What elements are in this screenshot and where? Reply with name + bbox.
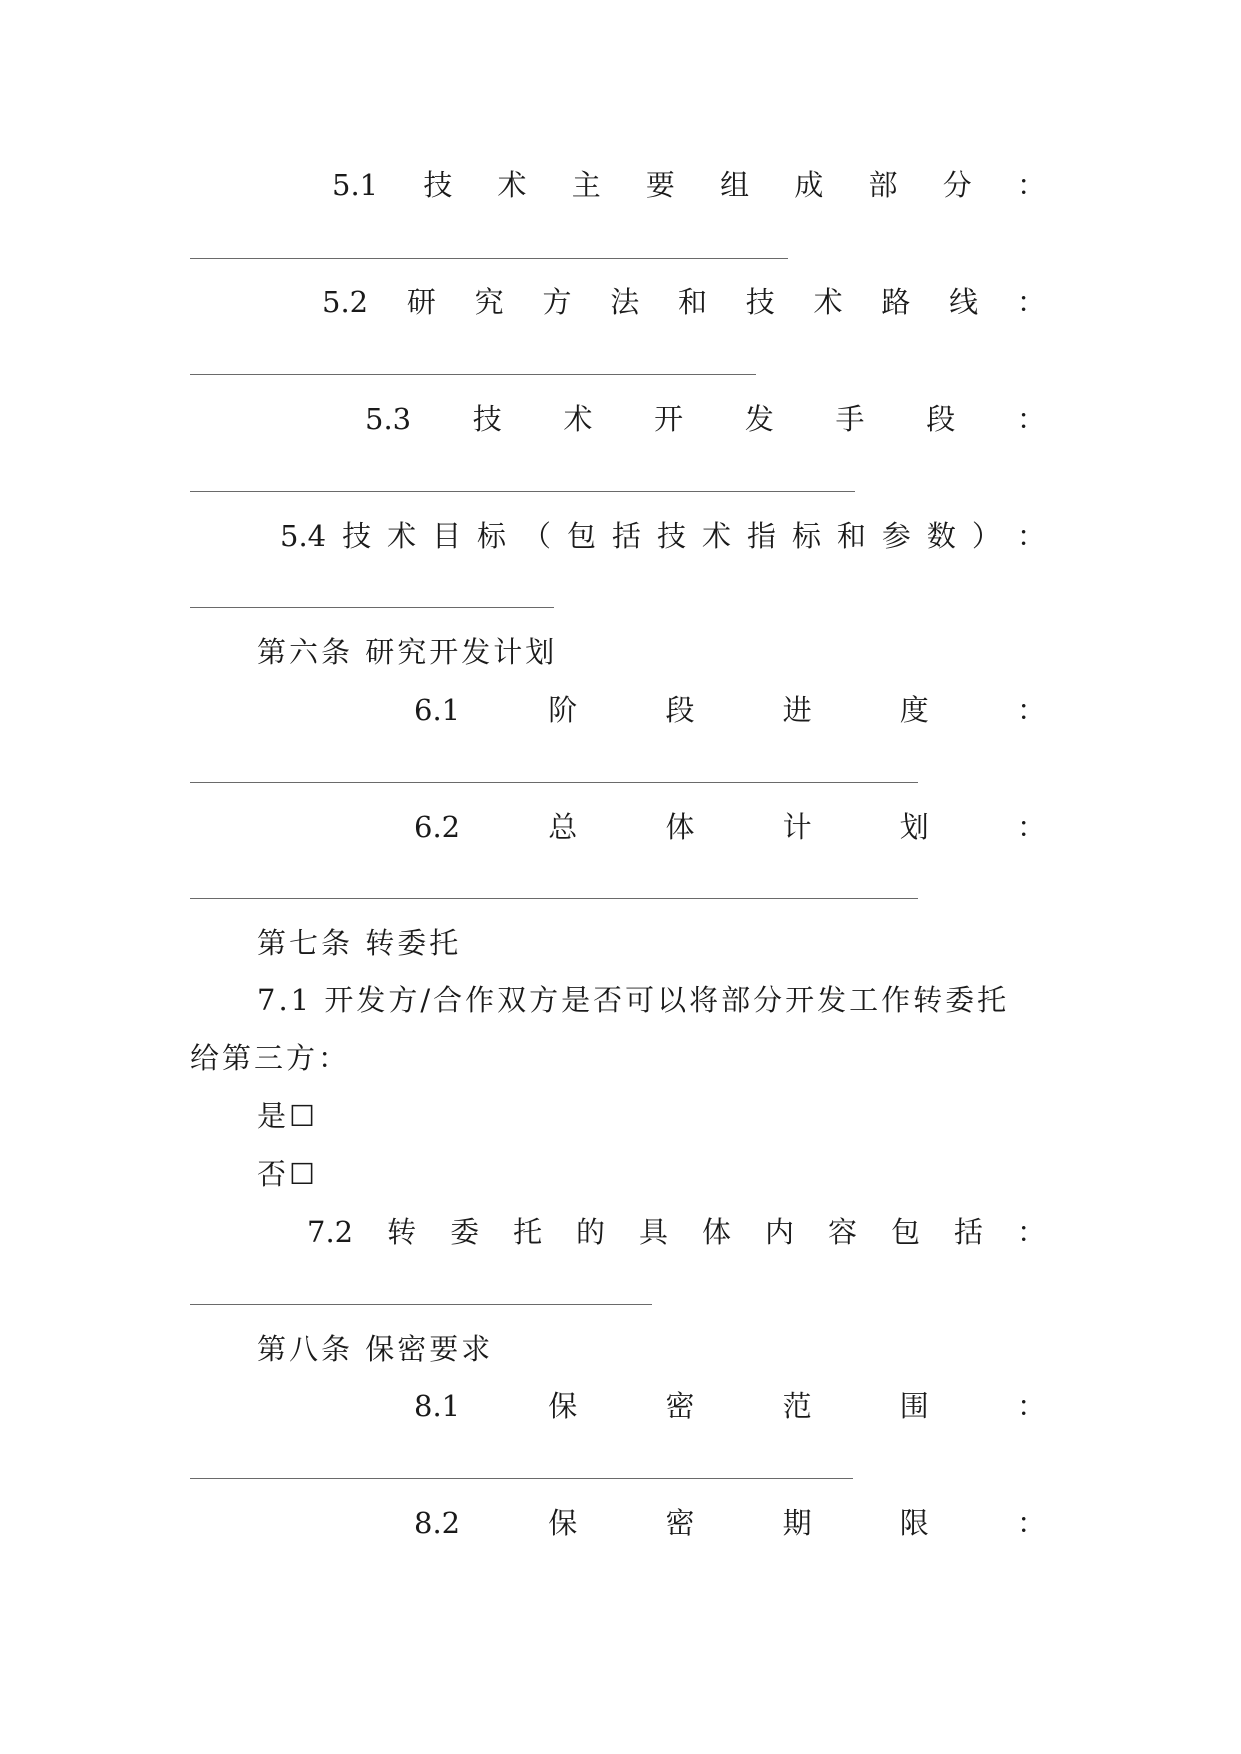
clause-char: 段 [665, 693, 695, 727]
clause-char: 密 [665, 1389, 695, 1423]
clause-char: 法 [610, 285, 640, 319]
clause-7-1-line1 [0, 978, 1241, 1022]
clause-char: 阶 [548, 693, 578, 727]
clause-char: 包 [890, 1215, 920, 1249]
article-heading: 第八条 保密要求 [257, 1332, 494, 1366]
clause-5-4-spread [280, 514, 1046, 558]
fill-blank-line[interactable] [190, 258, 788, 259]
clause-5-1 [0, 163, 1241, 207]
clause-char: ： [1016, 168, 1046, 202]
clause-char: 期 [782, 1506, 812, 1540]
clause-char: 和 [678, 285, 708, 319]
clause-char: 方 [542, 285, 572, 319]
clause-8-2 [0, 1501, 1241, 1545]
clause-char: 转 [387, 1215, 417, 1249]
clause-8-1-spread [414, 1384, 1046, 1428]
clause-char: 和 [836, 519, 866, 553]
clause-char: 技 [656, 519, 686, 553]
clause-char: 体 [702, 1215, 732, 1249]
checkbox-no[interactable]: 否☐ [257, 1157, 318, 1191]
clause-7-2-spread [307, 1210, 1046, 1254]
clause-6-1-spread [414, 688, 1046, 732]
clause-6-2 [0, 805, 1241, 849]
clause-char: 术 [387, 519, 417, 553]
option-no[interactable] [0, 1152, 1241, 1196]
clause-char: 段 [926, 402, 956, 436]
clause-char: 保 [548, 1506, 578, 1540]
checkbox-yes[interactable]: 是☐ [257, 1099, 318, 1133]
clause-number: 8.2 [414, 1506, 461, 1540]
clause-char: 范 [782, 1389, 812, 1423]
clause-char: 术 [701, 519, 731, 553]
clause-char: 标 [477, 519, 507, 553]
clause-char: 体 [665, 810, 695, 844]
clause-char: 进 [782, 693, 812, 727]
clause-char: 括 [953, 1215, 983, 1249]
clause-char: 路 [881, 285, 911, 319]
clause-5-3 [0, 397, 1241, 441]
clause-char: 手 [835, 402, 865, 436]
fill-blank-line[interactable] [190, 782, 918, 783]
clause-5-3-spread [365, 397, 1046, 441]
clause-char: 围 [899, 1389, 929, 1423]
clause-char: 度 [899, 693, 929, 727]
clause-char: 究 [474, 285, 504, 319]
clause-char: 具 [639, 1215, 669, 1249]
clause-char: 限 [899, 1506, 929, 1540]
clause-number: 8.1 [414, 1389, 461, 1423]
clause-char: 数 [926, 519, 956, 553]
clause-7-2 [0, 1210, 1241, 1254]
clause-char: 内 [765, 1215, 795, 1249]
article-heading: 第六条 研究开发计划 [257, 635, 558, 669]
fill-blank-line[interactable] [190, 491, 855, 492]
fill-blank-line[interactable] [190, 1304, 652, 1305]
clause-char: 术 [563, 402, 593, 436]
fill-blank-line[interactable] [190, 374, 756, 375]
clause-char: ： [1016, 1389, 1046, 1423]
clause-char: ： [1016, 1215, 1046, 1249]
clause-char: 目 [432, 519, 462, 553]
clause-char: 指 [746, 519, 776, 553]
clause-5-2-spread [322, 280, 1046, 324]
clause-6-1 [0, 688, 1241, 732]
clause-char: 参 [881, 519, 911, 553]
clause-char: 技 [342, 519, 372, 553]
clause-number: 5.1 [332, 168, 379, 202]
clause-5-4 [0, 514, 1241, 558]
clause-5-1-spread [332, 163, 1046, 207]
clause-char: 线 [949, 285, 979, 319]
clause-7-1-line2 [0, 1036, 1241, 1080]
clause-8-1 [0, 1384, 1241, 1428]
clause-char: 划 [899, 810, 929, 844]
clause-char: 容 [827, 1215, 857, 1249]
clause-text: 7.1 开发方/合作双方是否可以将部分开发工作转委托 [257, 983, 1010, 1017]
clause-char: 组 [720, 168, 750, 202]
clause-number: 6.2 [414, 810, 461, 844]
article-heading: 第七条 转委托 [257, 926, 462, 960]
clause-char: 总 [548, 810, 578, 844]
clause-char: ： [1016, 402, 1046, 436]
clause-char: 的 [576, 1215, 606, 1249]
clause-char: 分 [942, 168, 972, 202]
clause-text: 给第三方： [190, 1041, 351, 1075]
clause-char: ） [971, 519, 1001, 553]
clause-char: 委 [450, 1215, 480, 1249]
fill-blank-line[interactable] [190, 1478, 853, 1479]
clause-5-2 [0, 280, 1241, 324]
clause-char: 部 [868, 168, 898, 202]
clause-char: 括 [612, 519, 642, 553]
clause-char: 术 [813, 285, 843, 319]
clause-number: 6.1 [414, 693, 461, 727]
clause-char: ： [1016, 1506, 1046, 1540]
article-7-heading [0, 921, 1241, 965]
clause-char: ： [1016, 519, 1046, 553]
clause-number: 5.3 [365, 402, 412, 436]
clause-6-2-spread [414, 805, 1046, 849]
clause-number: 7.2 [307, 1215, 354, 1249]
clause-char: 计 [782, 810, 812, 844]
clause-number: 5.2 [322, 285, 369, 319]
clause-char: ： [1016, 810, 1046, 844]
article-8-heading [0, 1327, 1241, 1371]
clause-char: 开 [654, 402, 684, 436]
clause-char: 技 [745, 285, 775, 319]
clause-char: 术 [497, 168, 527, 202]
clause-char: （ [522, 519, 552, 553]
clause-char: 成 [794, 168, 824, 202]
option-yes[interactable] [0, 1094, 1241, 1138]
article-6-heading [0, 630, 1241, 674]
clause-char: 发 [744, 402, 774, 436]
clause-char: 研 [406, 285, 436, 319]
clause-char: ： [1016, 693, 1046, 727]
clause-char: 技 [472, 402, 502, 436]
clause-char: 要 [645, 168, 675, 202]
clause-char: ： [1016, 285, 1046, 319]
fill-blank-line[interactable] [190, 898, 918, 899]
clause-char: 密 [665, 1506, 695, 1540]
clause-char: 主 [571, 168, 601, 202]
clause-number: 5.4 [280, 519, 327, 553]
clause-8-2-spread [414, 1501, 1046, 1545]
clause-char: 保 [548, 1389, 578, 1423]
clause-char: 包 [567, 519, 597, 553]
clause-char: 技 [423, 168, 453, 202]
clause-char: 托 [513, 1215, 543, 1249]
fill-blank-line[interactable] [190, 607, 554, 608]
clause-char: 标 [791, 519, 821, 553]
